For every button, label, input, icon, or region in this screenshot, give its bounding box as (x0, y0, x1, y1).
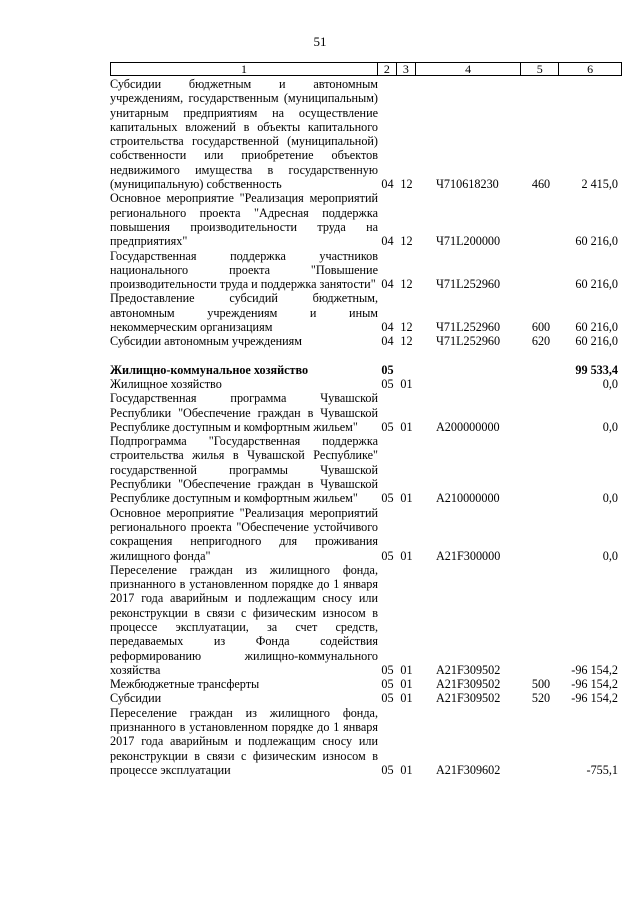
row-subsection: 12 (400, 320, 413, 335)
row-subsection: 01 (400, 662, 413, 677)
row-section: 04 (381, 320, 394, 335)
row-section: 05 (381, 662, 394, 677)
table-row (110, 77, 622, 191)
row-expense-type: 500 (531, 677, 551, 692)
table-row (110, 191, 622, 248)
row-subsection: 12 (400, 277, 413, 292)
row-name: Субсидии (110, 691, 162, 706)
row-name: Переселение граждан из жилищного фонда, признанного в установленном порядке до 1 января 2017 года аварийным и подлежащим сносу или реконструкции в связи с физическим износом в процессе эксплуатации, за счет средств, передаваемых из Фонда содействия реформированию жилищно-коммунального хозяйства (110, 562, 378, 677)
row-target-code: А200000000 (436, 419, 500, 434)
table-row (110, 377, 622, 391)
row-name: Основное мероприятие "Реализация мероприятий регионального проекта "Обеспечение устойчивого сокращения непригодного для проживания жилищного фонда" (110, 505, 378, 563)
table-row (110, 334, 622, 348)
table-row (110, 363, 622, 377)
row-amount: 60 216,0 (575, 320, 618, 335)
row-amount: -755,1 (586, 762, 618, 777)
row-amount: -96 154,2 (571, 677, 618, 692)
header-col-3: 3 (397, 63, 416, 75)
row-name: Переселение граждан из жилищного фонда, признанного в установленном порядке до 1 января 2017 года аварийным и подлежащим сносу или реконструкции в связи с физическим износом в процессе эксплуатации (110, 705, 378, 777)
row-amount: 0,0 (602, 548, 618, 563)
header-col-5: 5 (521, 63, 559, 75)
header-col-1: 1 (111, 63, 378, 75)
table-row (110, 691, 622, 705)
row-section: 04 (381, 177, 394, 192)
row-target-code: Ч710618230 (436, 177, 499, 192)
table-row (110, 291, 622, 334)
row-target-code: Ч71L200000 (436, 234, 501, 249)
row-name: Субсидии бюджетным и автономным учреждениям, государственным (муниципальным) унитарным предприятиям на осуществление капитальных вложений в объекты капитального строительства государственной (муниципальной) собственности или приобретение объектов недвижимого имущества в государственную (муниципальную) собственность (110, 77, 378, 192)
row-target-code: Ч71L252960 (436, 277, 501, 292)
row-subsection: 12 (400, 234, 413, 249)
row-subsection: 01 (400, 491, 413, 506)
row-section: 05 (381, 691, 394, 706)
table-row (110, 677, 622, 691)
table-header (110, 62, 622, 76)
row-target-code: А210000000 (436, 491, 500, 506)
row-subsection: 01 (400, 376, 413, 391)
row-name: Субсидии автономным учреждениям (110, 334, 302, 349)
row-name: Предоставление субсидий бюджетным, автономным учреждениям и иным некоммерческим организациям (110, 291, 378, 335)
row-name: Государственная поддержка участников национального проекта "Повышение производительности труда и поддержка занятости" (110, 248, 378, 292)
row-section: 05 (381, 548, 394, 563)
row-target-code: Ч71L252960 (436, 334, 501, 349)
table-row (110, 249, 622, 292)
budget-table (110, 77, 622, 777)
row-amount: 0,0 (602, 419, 618, 434)
row-amount: 60 216,0 (575, 277, 618, 292)
row-section: 04 (381, 234, 394, 249)
table-row (110, 563, 622, 677)
row-section: 05 (381, 491, 394, 506)
row-name: Основное мероприятие "Реализация мероприятий регионального проекта "Адресная поддержка повышения производительности труда на предприятиях" (110, 191, 378, 249)
row-target-code: А21F309502 (436, 691, 501, 706)
row-amount: 60 216,0 (575, 334, 618, 349)
header-col-4: 4 (416, 63, 522, 75)
row-section: 04 (381, 334, 394, 349)
row-amount: -96 154,2 (571, 691, 618, 706)
row-section: 05 (381, 677, 394, 692)
row-target-code: А21F309502 (436, 662, 501, 677)
row-expense-type: 520 (531, 691, 551, 706)
row-name: Жилищно-коммунальное хозяйство (110, 362, 309, 377)
row-subsection: 12 (400, 334, 413, 349)
row-subsection: 01 (400, 691, 413, 706)
row-name: Подпрограмма "Государственная поддержка строительства жилья в Чувашской Республике" государственной программы Чувашской Республики "Обеспечение граждан в Чувашской Республике доступным и комфортным жильем" (110, 434, 378, 506)
page-number: 51 (313, 34, 327, 49)
row-subsection: 01 (400, 419, 413, 434)
row-amount: 0,0 (602, 491, 618, 506)
row-target-code: Ч71L252960 (436, 320, 501, 335)
row-subsection: 01 (400, 762, 413, 777)
row-target-code: А21F309602 (436, 762, 501, 777)
header-col-2: 2 (378, 63, 397, 75)
row-section: 05 (381, 762, 394, 777)
row-subsection: 01 (400, 548, 413, 563)
row-name: Государственная программа Чувашской Республики "Обеспечение граждан в Чувашской Республике доступным и комфортным жильем" (110, 391, 378, 434)
table-row (110, 506, 622, 563)
row-amount: 2 415,0 (581, 177, 618, 192)
row-name: Жилищное хозяйство (110, 376, 222, 391)
table-row (110, 391, 622, 434)
row-subsection: 12 (400, 177, 413, 192)
row-expense-type: 460 (531, 177, 551, 192)
row-amount: -96 154,2 (571, 662, 618, 677)
row-name: Межбюджетные трансферты (110, 677, 260, 692)
row-amount: 0,0 (602, 376, 618, 391)
row-section: 05 (381, 362, 394, 377)
row-expense-type: 620 (531, 334, 551, 349)
row-amount: 60 216,0 (575, 234, 618, 249)
row-expense-type: 600 (531, 320, 551, 335)
row-section: 05 (381, 376, 394, 391)
row-section: 05 (381, 419, 394, 434)
row-section: 04 (381, 277, 394, 292)
row-target-code: А21F300000 (436, 548, 501, 563)
row-amount: 99 533,4 (575, 362, 618, 377)
header-col-6: 6 (587, 62, 594, 76)
row-spacer (110, 349, 622, 363)
table-row (110, 434, 622, 505)
row-subsection: 01 (400, 677, 413, 692)
row-target-code: А21F309502 (436, 677, 501, 692)
table-row (110, 706, 622, 777)
